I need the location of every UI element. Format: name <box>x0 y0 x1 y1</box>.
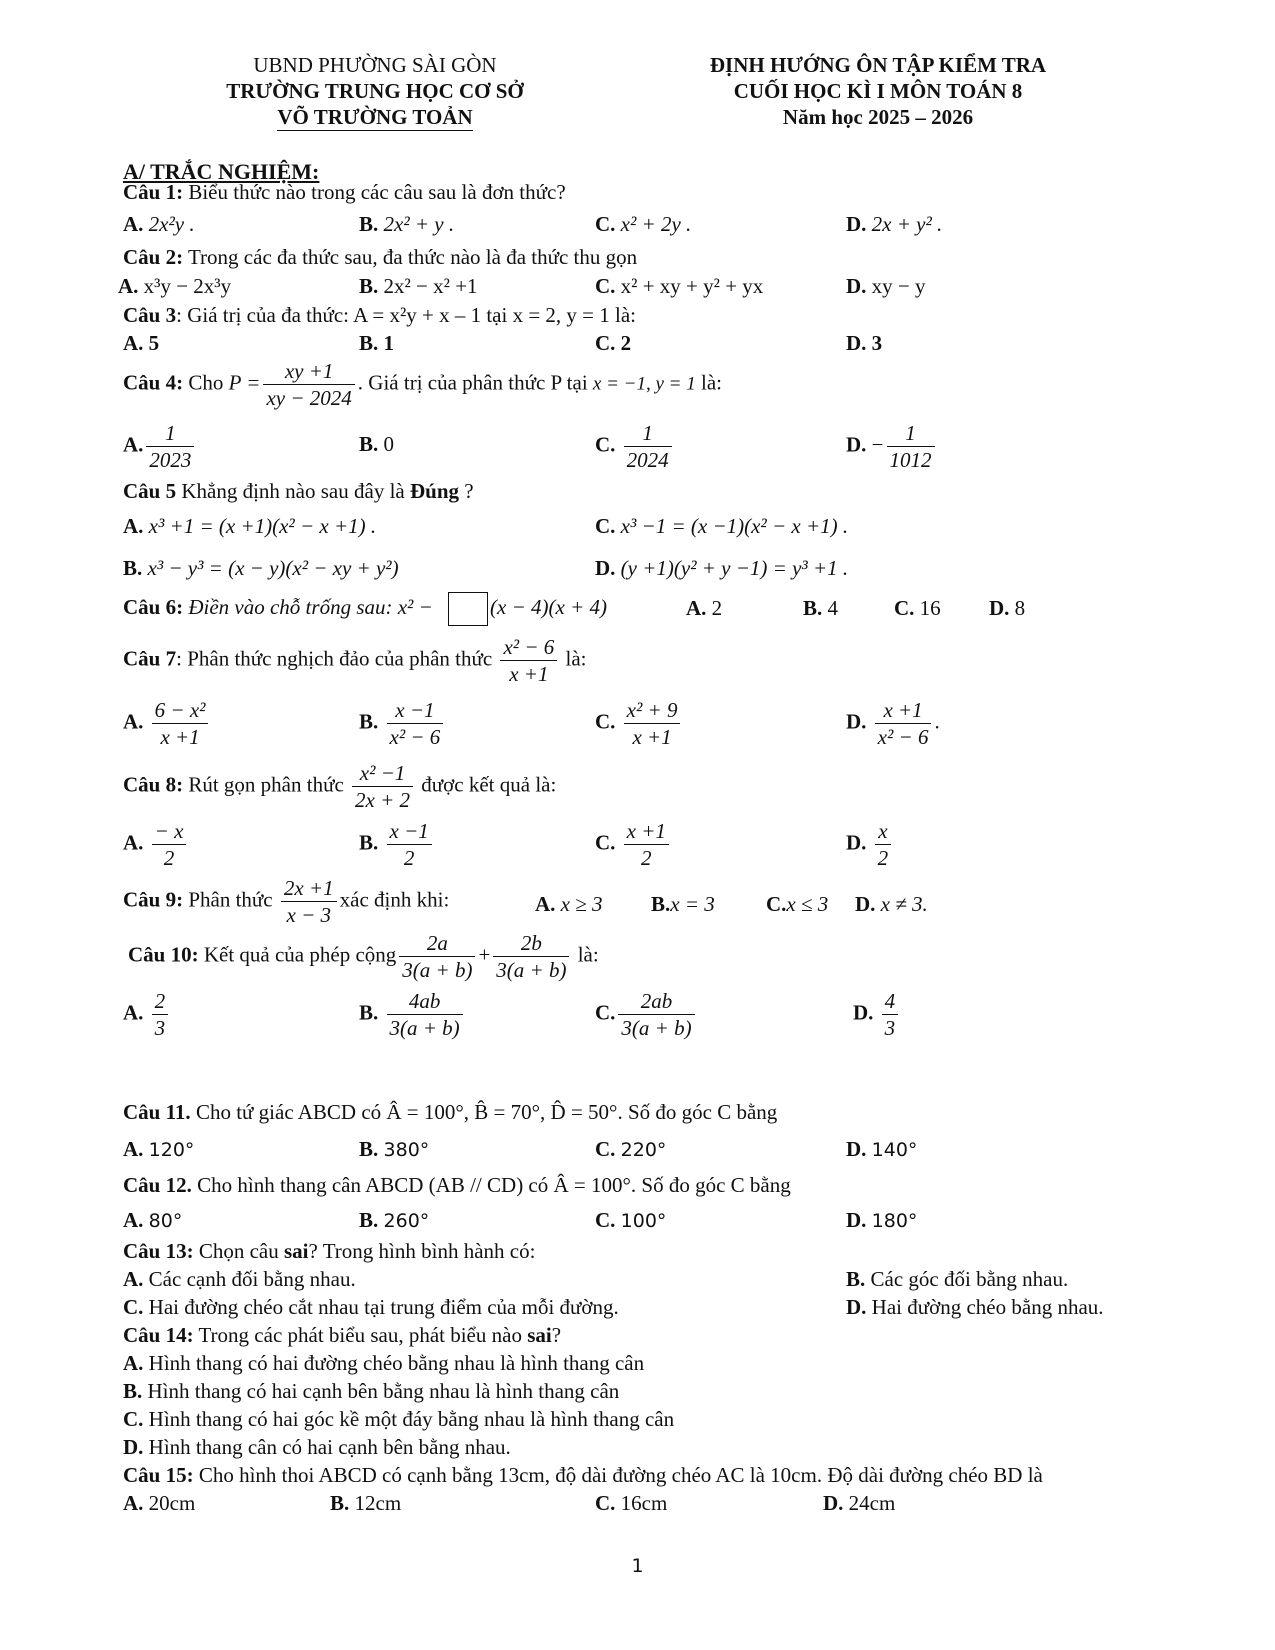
question-11: Câu 11. Cho tứ giác ABCD có Â = 100°, B̂ = 70°, D̂ = 50°. Số đo góc C bằng <box>123 1100 778 1124</box>
q4-option-d: D. − $\frac{1}{1012}$ <box>846 420 938 473</box>
q10-option-b: B. $\frac{4ab}{3(a + b)}$ <box>359 988 466 1041</box>
question-6: Câu 6: Điền vào chỗ trống sau: x² − (x − 4)(x + 4) <box>123 592 607 628</box>
q4-fraction: $\frac{xy +1}{xy - 2024}$ <box>263 358 354 411</box>
q6-option-b: B. 4 <box>803 596 839 620</box>
q5-option-c: C. x³ −1 = (x −1)(x² − x +1) . <box>595 514 849 538</box>
q4-option-b: B. 0 <box>359 432 395 456</box>
q2-option-c: C. x² + xy + y² + yx <box>595 274 764 298</box>
q4-option-a: A. $\frac{1}{2023}$ <box>123 420 197 473</box>
question-5: Câu 5 Khẳng định nào sau đây là Đúng ? <box>123 479 474 503</box>
q12-option-b: B. 260° <box>359 1208 430 1232</box>
question-7: Câu 7: Phân thức nghịch đảo của phân thức $\frac{\text{x² − 6}}{x +1}$ là: <box>123 635 587 686</box>
q11-option-d: D. 140° <box>846 1137 918 1161</box>
question-8: Câu 8: Rút gọn phân thức $\frac{\text{x² −1}}{2x + 2}$ được kết quả là: <box>123 761 557 812</box>
q13-options-row1 <box>123 1267 1183 1297</box>
q7-option-c: C. $\frac{\text{x² + 9}}{x +1}$ <box>595 697 683 750</box>
question-15: Câu 15: Cho hình thoi ABCD có cạnh bằng 13cm, độ dài đường chéo AC là 10cm. Độ dài đường chéo BD là <box>123 1463 1043 1487</box>
q1-option-c: C. x² + 2y . <box>595 212 692 236</box>
q3-option-d: D. 3 <box>846 331 883 355</box>
header-school-type: TRƯỜNG TRUNG HỌC CƠ SỞ <box>226 79 524 103</box>
q9-option-c: C.x ≤ 3 <box>766 892 829 916</box>
page-number: 1 <box>631 1555 644 1577</box>
q13-option-b: B. Các góc đối bằng nhau. <box>846 1267 1069 1291</box>
q10-option-d: D. $\frac{4}{3}$ <box>853 988 901 1041</box>
q8-option-d: D. $\frac{x}{2}$ <box>846 818 894 871</box>
q12-option-d: D. 180° <box>846 1208 918 1232</box>
q7-options <box>123 697 1183 749</box>
q4-option-c: C. $\frac{1}{2024}$ <box>595 420 675 473</box>
q1-option-a: A. 2x²y . <box>123 212 195 236</box>
q15-option-a: A. 20cm <box>123 1491 196 1515</box>
q1-option-d: D. 2x + y² . <box>846 212 943 236</box>
q6-option-d: D. 8 <box>989 596 1026 620</box>
q6-option-c: C. 16 <box>894 596 941 620</box>
header-right <box>628 52 1128 130</box>
q14-option-a: A. Hình thang có hai đường chéo bằng nhau là hình thang cân <box>123 1351 645 1375</box>
q4-options <box>123 420 1183 472</box>
q8-options <box>123 818 1183 870</box>
question-10: Câu 10: Kết quả của phép cộng $\frac{2a}{3(a + b)}$ + $\frac{2b}{3(a + b)}$ là: <box>128 931 599 982</box>
q12-option-c: C. 100° <box>595 1208 667 1232</box>
question-3: Câu 3: Giá trị của đa thức: A = x²y + x – 1 tại x = 2, y = 1 là: <box>123 303 637 327</box>
q15-option-d: D. 24cm <box>823 1491 896 1515</box>
q9-option-b: B.x = 3 <box>651 892 715 916</box>
question-4: Câu 4: Cho P = $\frac{xy +1}{xy - 2024}$ . Giá trị của phân thức P tại x = −1, y = 1 là: <box>123 359 723 410</box>
q8-option-b: B. $\frac{x -1}{2}$ <box>359 818 435 871</box>
q1-option-b: B. 2x² + y . <box>359 212 455 236</box>
q1-options <box>123 212 1183 242</box>
header-doc-subtitle: CUỐI HỌC KÌ I MÔN TOÁN 8 <box>733 79 1023 103</box>
q14-option-c: C. Hình thang có hai góc kề một đáy bằng nhau là hình thang cân <box>123 1407 675 1431</box>
q7-option-a: A. $\frac{\text{6 − x²}}{x +1}$ <box>123 697 211 750</box>
q3-option-c: C. 2 <box>595 331 632 355</box>
q5-option-a: A. x³ +1 = (x +1)(x² − x +1) . <box>123 514 377 538</box>
q2-options <box>118 274 1183 304</box>
q11-option-b: B. 380° <box>359 1137 430 1161</box>
q12-options <box>123 1208 1183 1238</box>
q10-options <box>123 988 1183 1040</box>
section-title: A/ TRẮC NGHIỆM: <box>123 159 320 184</box>
q8-option-a: A. $\frac{- x}{2}$ <box>123 818 189 871</box>
header-school-name: VÕ TRƯỜNG TOẢN <box>277 105 473 129</box>
q9-option-a: A. x ≥ 3 <box>535 892 603 916</box>
q10-option-c: C. $\frac{2ab}{3(a + b)}$ <box>595 988 698 1041</box>
question-1: Câu 1: Biểu thức nào trong các câu sau là đơn thức? <box>123 180 566 204</box>
q5-option-d: D. (y +1)(y² + y −1) = y³ +1 . <box>595 556 849 580</box>
question-13: Câu 13: Chọn câu sai? Trong hình bình hành có: <box>123 1239 536 1263</box>
q11-option-c: C. 220° <box>595 1137 667 1161</box>
q9-option-d: D. x ≠ 3. <box>855 892 928 916</box>
q3-option-a: A. 5 <box>123 331 160 355</box>
question-2: Câu 2: Trong các đa thức sau, đa thức nào là đa thức thu gọn <box>123 245 638 269</box>
q3-option-b: B. 1 <box>359 331 395 355</box>
q6-option-a: A. 2 <box>686 596 723 620</box>
header-school-year: Năm học 2025 – 2026 <box>782 105 974 129</box>
q13-option-c: C. Hai đường chéo cắt nhau tại trung điểm của mỗi đường. <box>123 1295 619 1319</box>
q6-options <box>123 596 1183 626</box>
q13-option-d: D. Hai đường chéo bằng nhau. <box>846 1295 1104 1319</box>
q5-option-b: B. x³ − y³ = (x − y)(x² − xy + y²) <box>123 556 399 580</box>
q13-options-row2 <box>123 1295 1183 1325</box>
q10-option-a: A. $\frac{2}{3}$ <box>123 988 171 1041</box>
q7-option-b: B. $\frac{x -1}{\text{x² − 6}}$ <box>359 697 446 750</box>
q14-option-b: B. Hình thang có hai cạnh bên bằng nhau là hình thang cân <box>123 1379 620 1403</box>
header-left <box>175 52 575 131</box>
question-9: Câu 9: Phân thức $\frac{2x +1}{x - 3}$ xác định khi: <box>123 876 450 927</box>
header-district: UBND PHƯỜNG SÀI GÒN <box>253 53 497 77</box>
q2-option-d: D. xy − y <box>846 274 926 298</box>
question-14: Câu 14: Trong các phát biểu sau, phát biểu nào sai? <box>123 1323 562 1347</box>
q8-option-c: C. $\frac{x +1}{2}$ <box>595 818 672 871</box>
q11-options <box>123 1137 1183 1167</box>
q11-option-a: A. 120° <box>123 1137 195 1161</box>
q5-options-row2 <box>123 556 1183 586</box>
q9-options <box>123 892 1183 922</box>
q15-option-c: C. 16cm <box>595 1491 668 1515</box>
q13-option-a: A. Các cạnh đối bằng nhau. <box>123 1267 356 1291</box>
q5-options-row1 <box>123 514 1183 544</box>
q3-options <box>123 331 1183 361</box>
q7-option-d: D. $\frac{x +1}{\text{x² − 6}}$ . <box>846 698 940 749</box>
q2-option-b: B. 2x² − x² +1 <box>359 274 478 298</box>
q15-options <box>123 1491 1183 1521</box>
header-doc-title: ĐỊNH HƯỚNG ÔN TẬP KIỂM TRA <box>709 53 1047 77</box>
question-12: Câu 12. Cho hình thang cân ABCD (AB // CD) có Â = 100°. Số đo góc C bằng <box>123 1173 791 1197</box>
q2-option-a: A. x³y − 2x³y <box>118 274 232 298</box>
q12-option-a: A. 80° <box>123 1208 183 1232</box>
q15-option-b: B. 12cm <box>330 1491 402 1515</box>
q14-option-d: D. Hình thang cân có hai cạnh bên bằng nhau. <box>123 1435 511 1459</box>
